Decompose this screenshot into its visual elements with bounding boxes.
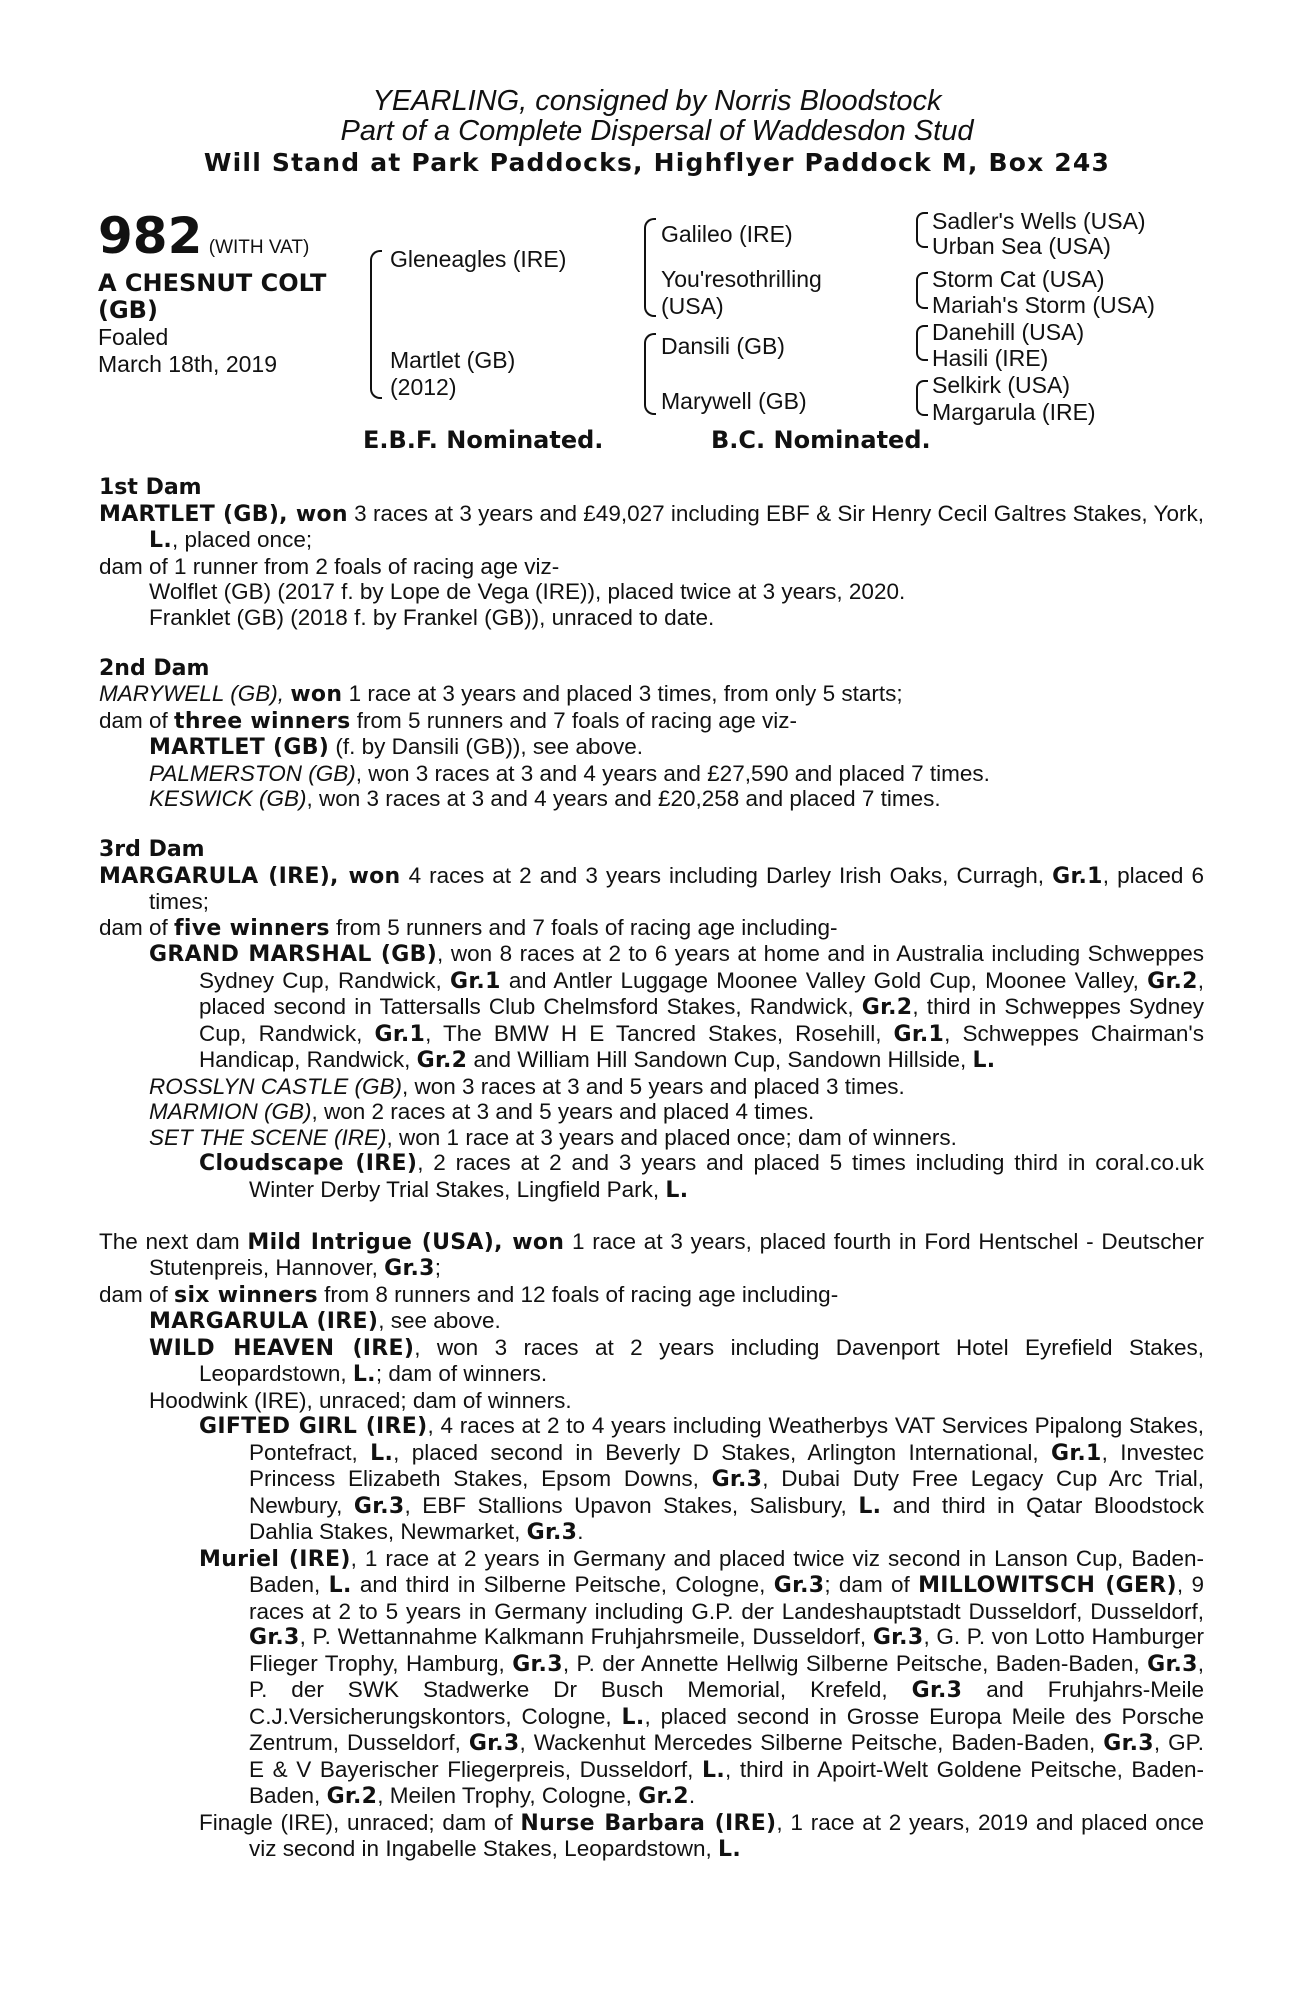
produce-entry: Wolflet (GB) (2017 f. by Lope de Vega (IRE)), placed twice at 3 years, 2020.: [149, 579, 906, 604]
produce-entry: MARGARULA (IRE), see above.: [149, 1308, 501, 1334]
bc-nomination: B.C. Nominated.: [711, 426, 931, 454]
pedigree-brace: [916, 325, 928, 361]
pedigree-brace: [644, 333, 656, 415]
produce-summary: dam of three winners from 5 runners and 7 foals of racing age viz-: [99, 707, 798, 734]
first-dam-section: [99, 475, 1204, 630]
consignor-line: YEARLING, consigned by Norris Bloodstock: [372, 85, 942, 117]
ebf-nomination: E.B.F. Nominated.: [363, 426, 604, 454]
produce-entry: ROSSLYN CASTLE (GB), won 3 races at 3 and 5 years and placed 3 times.: [149, 1073, 905, 1099]
dispersal-line: Part of a Complete Dispersal of Waddesdon Stud: [340, 115, 974, 147]
pedigree-ddd: Margarula (IRE): [932, 399, 1096, 425]
pedigree-dam-dam: Marywell (GB): [661, 388, 807, 414]
lot-info: [98, 208, 368, 378]
dam-record: The next dam Mild Intrigue (USA), won 1 race at 3 years, placed fourth in Ford Hentschel - Deutscher Stutenpreis, Hannover, Gr.3;: [99, 1228, 1204, 1281]
dam-record: MARTLET (GB), won 3 races at 3 years and £49,027 including EBF & Sir Henry Cecil Galtres Stakes, York, L., placed once;: [99, 500, 1204, 553]
catalogue-body: [99, 475, 1204, 1888]
pedigree-dss: Danehill (USA): [932, 319, 1085, 345]
pedigree-sire-dam: You'resothrilling (USA): [661, 266, 822, 319]
grand-produce-entry: Muriel (IRE), 1 race at 2 years in Germany and placed twice viz second in Lanson Cup, Baden-Baden, L. and third in Silberne Peitsche, Cologne, Gr.3; dam of MILLOWITSCH (GER), 9 races at 2 to 5 years in Germany including G.P. der Landeshauptstadt Dusseldorf, Dusseldorf, Gr.3, P. Wettannahme Kalkmann Fruhjahrsmeile, Dusseldorf, Gr.3, G. P. von Lotto Hamburger Flieger Trophy, Hamburg, Gr.3, P. der Annette Hellwig Silberne Peitsche, Baden-Baden, Gr.3, P. der SWK Stadwerke Dr Busch Memorial, Krefeld, Gr.3 and Fruhjahrs-Meile C.J.Versicherungskontors, Cologne, L., placed second in Grosse Europa Meile des Porsche Zentrum, Dusseldorf, Gr.3, Wackenhut Mercedes Silberne Peitsche, Baden-Baden, Gr.3, GP. E & V Bayerischer Fliegerpreis, Dusseldorf, L., third in Apoirt-Welt Goldene Peitsche, Baden-Baden, Gr.2, Meilen Trophy, Cologne, Gr.2.: [199, 1545, 1205, 1809]
section-heading: 1st Dam: [99, 475, 202, 500]
pedigree-dam-sire: Dansili (GB): [661, 333, 785, 359]
grand-produce-entry: Cloudscape (IRE), 2 races at 2 and 3 years and placed 5 times including third in coral.co.uk Winter Derby Trial Stakes, Lingfield Park, L.: [199, 1150, 1204, 1203]
produce-entry: Hoodwink (IRE), unraced; dam of winners.: [149, 1387, 572, 1413]
produce-entry: PALMERSTON (GB), won 3 races at 3 and 4 years and £27,590 and placed 7 times.: [149, 760, 990, 786]
pedigree-dsd: Hasili (IRE): [932, 345, 1049, 371]
dam-record: MARYWELL (GB), won 1 race at 3 years and placed 3 times, from only 5 starts;: [99, 681, 903, 707]
next-dam-section: [99, 1229, 1204, 1863]
produce-entry: MARTLET (GB) (f. by Dansili (GB)), see above.: [149, 734, 643, 760]
produce-entry: Franklet (GB) (2018 f. by Frankel (GB)), unraced to date.: [149, 604, 715, 630]
produce-entry: SET THE SCENE (IRE), won 1 race at 3 years and placed once; dam of winners.: [149, 1124, 957, 1150]
section-heading: 2nd Dam: [99, 655, 210, 681]
pedigree-sds: Storm Cat (USA): [932, 266, 1105, 292]
pedigree-sire-sire: Galileo (IRE): [661, 221, 793, 247]
catalogue-header: [0, 86, 1314, 180]
third-dam-section: [99, 837, 1204, 1203]
grand-produce-entry: Finagle (IRE), unraced; dam of Nurse Barbara (IRE), 1 race at 2 years, 2019 and placed once viz second in Ingabelle Stakes, Leopardstown, L.: [199, 1809, 1205, 1862]
produce-entry: MARMION (GB), won 2 races at 3 and 5 years and placed 4 times.: [149, 1099, 815, 1124]
lot-number: 982: [98, 207, 203, 265]
pedigree-dam: Martlet (GB) (2012): [390, 347, 516, 400]
location-line: Will Stand at Park Paddocks, Highflyer Paddock M, Box 243: [203, 148, 1111, 177]
section-heading: 3rd Dam: [99, 837, 205, 862]
produce-entry: GRAND MARSHAL (GB), won 8 races at 2 to 6 years at home and in Australia including Schweppes Sydney Cup, Randwick, Gr.1 and Antler Luggage Moonee Valley Gold Cup, Moonee Valley, Gr.2, placed second in Tattersalls Club Chelmsford Stakes, Randwick, Gr.2, third in Schweppes Sydney Cup, Randwick, Gr.1, The BMW H E Tancred Stakes, Rosehill, Gr.1, Schweppes Chairman's Handicap, Randwick, Gr.2 and William Hill Sandown Cup, Sandown Hillside, L.: [149, 941, 1204, 1073]
pedigree-brace: [916, 380, 928, 416]
grand-produce-entry: GIFTED GIRL (IRE), 4 races at 2 to 4 years including Weatherbys VAT Services Pipalong Stakes, Pontefract, L., placed second in Beverly D Stakes, Arlington International, Gr.1, Investec Princess Elizabeth Stakes, Epsom Downs, Gr.3, Dubai Duty Free Legacy Cup Arc Trial, Newbury, Gr.3, EBF Stallions Upavon Stakes, Salisbury, L. and third in Qatar Bloodstock Dahlia Stakes, Newmarket, Gr.3.: [199, 1413, 1205, 1545]
pedigree-dds: Selkirk (USA): [932, 372, 1071, 398]
produce-summary: dam of 1 runner from 2 foals of racing age viz-: [99, 553, 560, 579]
foaled-label: Foaled: [98, 324, 169, 350]
pedigree-brace: [644, 218, 656, 317]
produce-summary: dam of six winners from 8 runners and 12 foals of racing age including-: [99, 1281, 839, 1308]
vat-note: (WITH VAT): [208, 237, 310, 258]
pedigree-sire: Gleneagles (IRE): [390, 246, 567, 272]
pedigree-brace: [370, 250, 382, 399]
produce-summary: dam of five winners from 5 runners and 7 foals of racing age including-: [99, 914, 838, 941]
second-dam-section: [99, 656, 1204, 812]
pedigree-ssd: Urban Sea (USA): [932, 233, 1111, 259]
dam-record: MARGARULA (IRE), won 4 races at 2 and 3 years including Darley Irish Oaks, Curragh, Gr.1, placed 6 times;: [99, 862, 1204, 914]
pedigree-brace: [916, 212, 928, 248]
pedigree-sss: Sadler's Wells (USA): [932, 208, 1146, 234]
pedigree-brace: [916, 272, 928, 309]
produce-entry: KESWICK (GB), won 3 races at 3 and 4 years and £20,258 and placed 7 times.: [149, 786, 941, 811]
horse-name: A CHESNUT COLT (GB): [98, 269, 327, 324]
pedigree-sdd: Mariah's Storm (USA): [932, 292, 1155, 318]
foaled-date: March 18th, 2019: [98, 351, 278, 377]
produce-entry: WILD HEAVEN (IRE), won 3 races at 2 years including Davenport Hotel Eyrefield Stakes, Leopardstown, L.; dam of winners.: [149, 1334, 1204, 1387]
